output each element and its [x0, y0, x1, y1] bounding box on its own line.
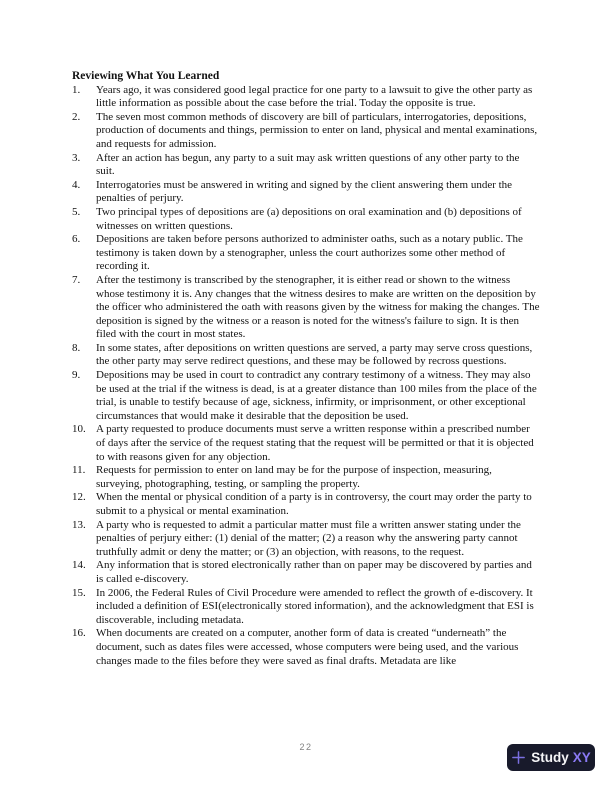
list-item: [72, 274, 540, 342]
list-item: [72, 423, 540, 464]
list-item: [72, 559, 540, 586]
item-number: 16.: [72, 627, 86, 640]
list-item: [72, 206, 540, 233]
item-text: Depositions are taken before persons authorized to administer oaths, such as a notary public. The testimony is taken down by a stenographer, unless the court authorizes some other method of recording it.: [96, 233, 523, 273]
page-content: [72, 70, 540, 668]
list-item: [72, 84, 540, 111]
item-number: 5.: [72, 205, 81, 218]
brand-name: Study: [531, 750, 569, 765]
item-text: In some states, after depositions on written questions are served, a party may serve cross questions, the other party may serve redirect questions, and these may be followed by recross questions.: [96, 341, 533, 368]
item-text: A party requested to produce documents must serve a written response within a prescribed number of days after the service of the request stating that the request will be permitted or that it is objected to with reasons given for any objection.: [96, 423, 534, 463]
item-number: 11.: [72, 464, 86, 477]
item-number: 4.: [72, 178, 81, 191]
item-text: After an action has begun, any party to a suit may ask written questions of any other party to the suit.: [96, 151, 520, 178]
list-item: [72, 491, 540, 518]
item-number: 8.: [72, 341, 81, 354]
item-number: 7.: [72, 273, 81, 286]
list-item: [72, 111, 540, 152]
list-item: [72, 519, 540, 560]
item-text: Years ago, it was considered good legal practice for one party to a lawsuit to give the other party as little information as possible about the case before the trial. Today the opposite is true.: [96, 83, 533, 110]
item-number: 3.: [72, 151, 81, 164]
studyxy-logo: [507, 744, 595, 771]
item-number: 13.: [72, 518, 86, 531]
list-item: [72, 342, 540, 369]
item-number: 1.: [72, 83, 81, 96]
item-text: The seven most common methods of discovery are bill of particulars, interrogatories, depositions, production of documents and things, permission to enter on land, physical and mental examinations, and requests for admission.: [96, 110, 538, 150]
item-text: In 2006, the Federal Rules of Civil Procedure were amended to reflect the growth of e-discovery. It included a definition of ESI(electronically stored information), and the acknowledgment that ESI is discoverable, including metadata.: [96, 586, 534, 626]
item-text: A party who is requested to admit a particular matter must file a written answer stating under the penalties of perjury either: (1) denial of the matter; (2) a reason why the answering party cannot truthfully admit or deny the matter; or (3) an objection, with reasons, to the request.: [96, 518, 521, 558]
list-item: [72, 152, 540, 179]
item-number: 14.: [72, 559, 86, 572]
item-number: 6.: [72, 233, 81, 246]
list-item: [72, 464, 540, 491]
section-heading: Reviewing What You Learned: [72, 70, 220, 82]
item-text: When the mental or physical condition of a party is in controversy, the court may order the party to submit to a physical or mental examination.: [96, 491, 532, 517]
item-text: Depositions may be used in court to contradict any contrary testimony of a witness. They may also be used at the trial if the witness is dead, is at a greater distance than 100 miles from the place of the trial, is unable to testify because of age, sickness, infirmity, or imprisonment, or other exceptional circumstances that would make it desirable that the deposition be used.: [96, 369, 537, 422]
brand-suffix: XY: [572, 750, 591, 765]
item-number: 10.: [72, 423, 86, 436]
item-number: 15.: [72, 586, 86, 599]
list-item: [72, 627, 540, 668]
review-list: [72, 84, 540, 669]
list-item: [72, 179, 540, 206]
item-text: Requests for permission to enter on land may be for the purpose of inspection, measuring, surveying, photographing, testing, or sampling the property.: [96, 464, 492, 490]
list-item: [72, 233, 540, 274]
item-text: Interrogatories must be answered in writing and signed by the client answering them under the penalties of perjury.: [96, 178, 513, 205]
list-item: [72, 587, 540, 628]
item-text: After the testimony is transcribed by the stenographer, it is either read or shown to the witness whose testimony it is. Any changes that the witness desires to make are written on the deposition by the officer who administered the oath with reasons given by the witness for making the changes. The deposition is signed by the witness or a reason is noted for the witness's failure to sign. It is then filed with the court in most states.: [96, 273, 540, 341]
item-number: 2.: [72, 110, 81, 123]
list-item: [72, 369, 540, 423]
item-text: Two principal types of depositions are (a) depositions on oral examination and (b) depositions of witnesses on written questions.: [96, 205, 522, 232]
item-text: When documents are created on a computer, another form of data is created “underneath” the document, such as dates files were accessed, whose computers were being used, and the various changes made to the files before they were saved as final drafts. Metadata are like: [96, 627, 519, 667]
item-number: 9.: [72, 369, 81, 382]
page-number: 22: [299, 742, 313, 752]
plus-icon: [511, 750, 526, 765]
item-text: Any information that is stored electronically rather than on paper may be discovered by parties and is called e-discovery.: [96, 559, 532, 585]
item-number: 12.: [72, 491, 86, 504]
